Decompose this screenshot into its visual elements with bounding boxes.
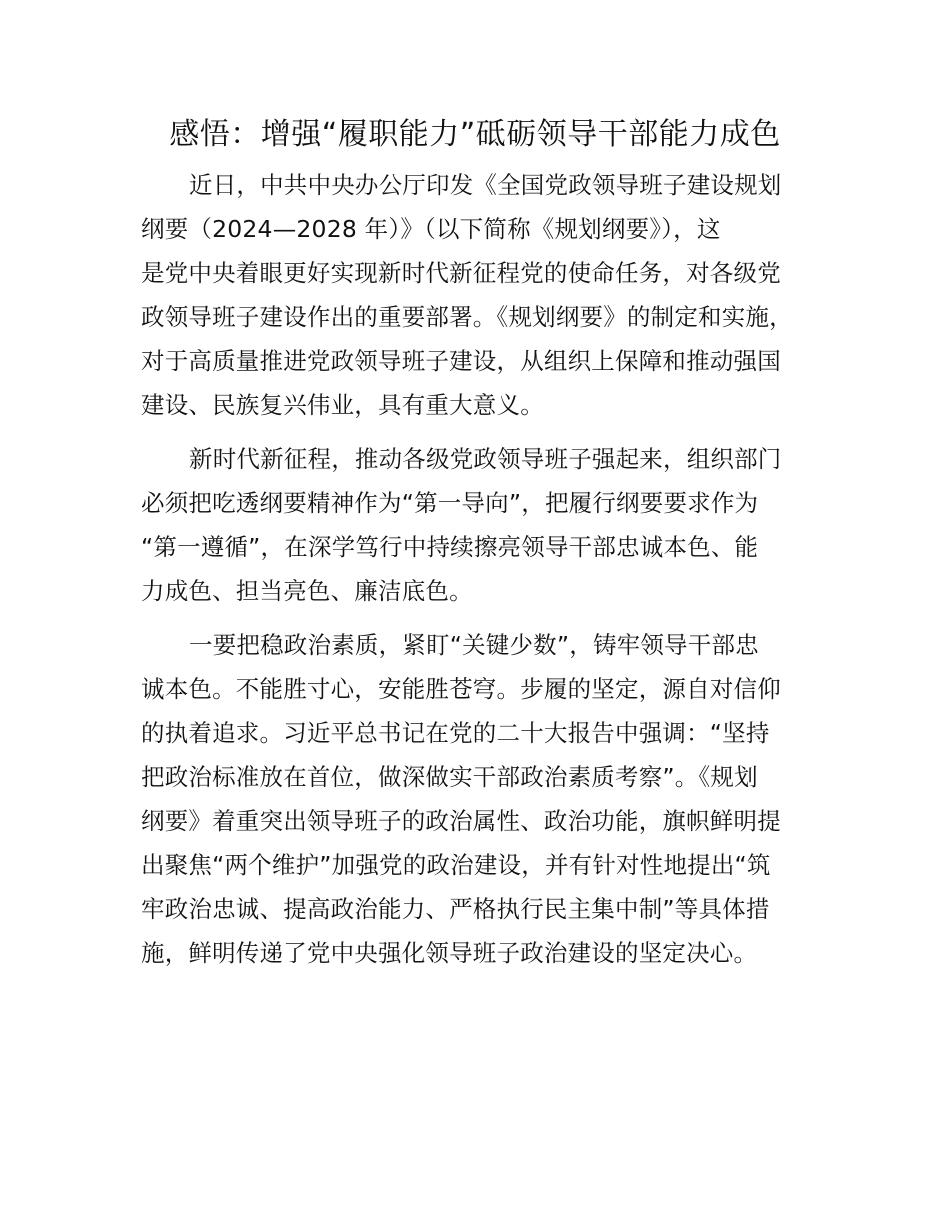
- text-line: 建设、民族复兴伟业，具有重大意义。: [141, 391, 544, 419]
- text-line: “第一遵循”，在深学笃行中持续擦亮领导干部忠诚本色、能: [141, 533, 759, 561]
- paragraph-2: [141, 437, 841, 613]
- text-line: 把政治标准放在首位，做深做实干部政治素质考察”。《规划: [141, 763, 758, 791]
- paragraph-3: [141, 623, 841, 975]
- text-line: 力成色、担当亮色、廉洁底色。: [141, 577, 473, 605]
- text-line: 是党中央着眼更好实现新时代新征程党的使命任务，对各级党: [141, 259, 781, 287]
- text-line: 出聚焦“两个维护”加强党的政治建设，并有针对性地提出“筑: [141, 851, 771, 879]
- text-line: 政领导班子建设作出的重要部署。《规划纲要》的制定和实施，: [141, 303, 793, 331]
- paragraph-1: [141, 163, 841, 427]
- text-line: 必须把吃透纲要精神作为“第一导向”，把履行纲要要求作为: [141, 489, 759, 517]
- text-line: 纲要（2024—2028 年）》（以下简称《规划纲要》），这: [141, 215, 721, 243]
- document-title: 感悟：增强“履职能力”砥砺领导干部能力成色: [169, 117, 781, 152]
- text-line: 诚本色。不能胜寸心，安能胜苍穹。步履的坚定，源自对信仰: [141, 675, 781, 703]
- text-line: 一要把稳政治素质，紧盯“关键少数”，铸牢领导干部忠: [189, 631, 759, 659]
- text-line: 近日，中共中央办公厅印发《全国党政领导班子建设规划: [189, 171, 782, 199]
- text-line: 牢政治忠诚、提高政治能力、严格执行民主集中制”等具体措: [141, 895, 770, 923]
- text-line: 施，鲜明传递了党中央强化领导班子政治建设的坚定决心。: [141, 939, 758, 967]
- text-line: 对于高质量推进党政领导班子建设，从组织上保障和推动强国: [141, 347, 781, 375]
- text-line: 新时代新征程，推动各级党政领导班子强起来，组织部门: [189, 445, 782, 473]
- text-line: 纲要》着重突出领导班子的政治属性、政治功能，旗帜鲜明提: [141, 807, 781, 835]
- text-line: 的执着追求。习近平总书记在党的二十大报告中强调：“坚持: [141, 719, 770, 747]
